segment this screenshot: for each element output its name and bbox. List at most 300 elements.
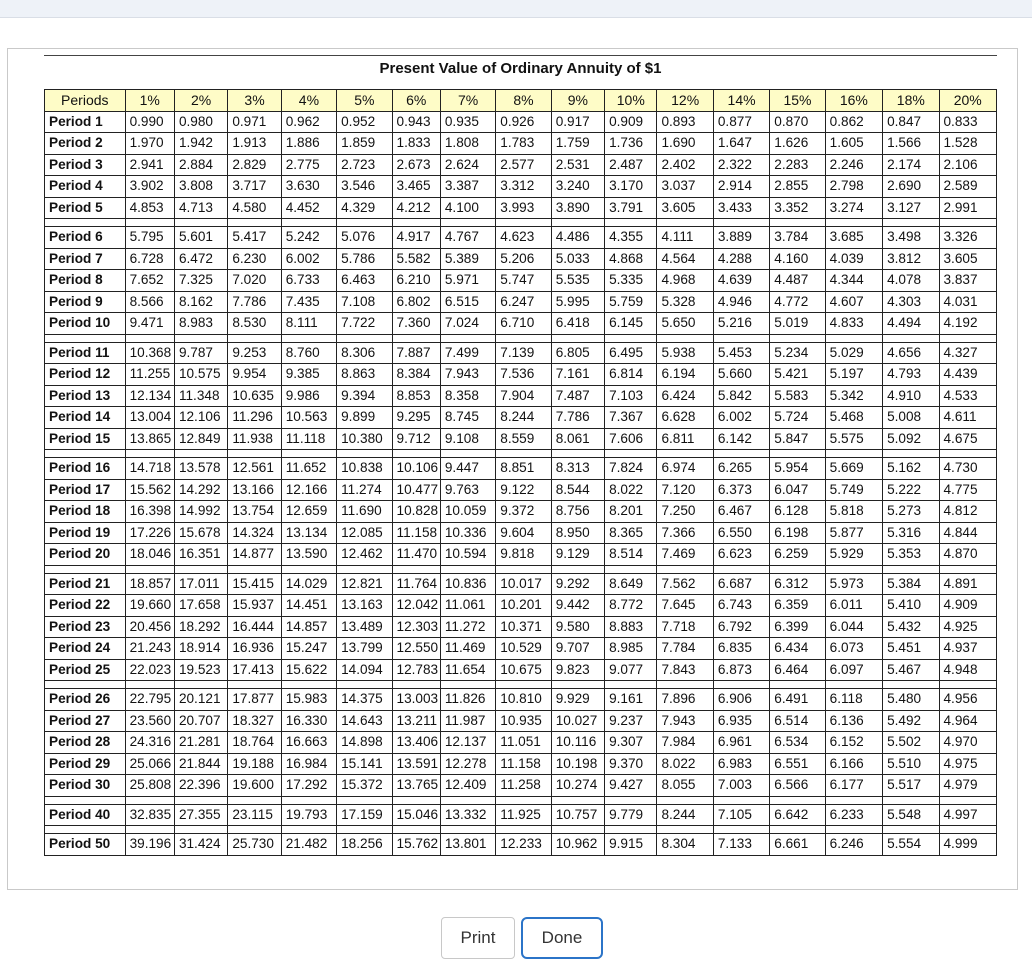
spacer-cell <box>825 450 882 458</box>
factor-cell: 10.198 <box>551 753 604 775</box>
spacer-cell <box>883 450 939 458</box>
factor-cell: 1.859 <box>337 133 392 155</box>
factor-cell: 5.847 <box>770 428 825 450</box>
spacer-cell <box>551 681 604 689</box>
factor-cell: 11.652 <box>281 458 336 480</box>
factor-cell: 0.917 <box>551 111 604 133</box>
factor-cell: 3.352 <box>770 197 825 219</box>
spacer-cell <box>605 450 657 458</box>
factor-cell: 10.336 <box>440 522 495 544</box>
factor-cell: 16.984 <box>281 753 336 775</box>
factor-cell: 4.909 <box>939 595 997 617</box>
spacer-cell <box>825 219 882 227</box>
factor-cell: 6.002 <box>281 248 336 270</box>
period-label: Period 20 <box>45 544 126 566</box>
factor-cell: 7.718 <box>657 616 713 638</box>
factor-cell: 6.935 <box>713 710 769 732</box>
spacer-cell <box>228 681 281 689</box>
factor-cell: 0.893 <box>657 111 713 133</box>
factor-cell: 9.372 <box>496 501 551 523</box>
spacer-cell <box>605 219 657 227</box>
table-title: Present Value of Ordinary Annuity of $1 <box>379 60 662 77</box>
factor-cell: 5.342 <box>825 385 882 407</box>
factor-cell: 9.385 <box>281 364 336 386</box>
factor-cell: 11.274 <box>337 479 392 501</box>
factor-cell: 5.502 <box>883 732 939 754</box>
factor-cell: 5.583 <box>770 385 825 407</box>
factor-cell: 2.855 <box>770 176 825 198</box>
factor-cell: 20.121 <box>174 689 227 711</box>
table-row <box>45 616 997 638</box>
factor-cell: 11.764 <box>392 573 440 595</box>
factor-cell: 6.399 <box>770 616 825 638</box>
spacer-cell <box>770 826 825 834</box>
factor-cell: 6.687 <box>713 573 769 595</box>
factor-cell: 3.465 <box>392 176 440 198</box>
factor-cell: 5.468 <box>825 407 882 429</box>
factor-cell: 25.730 <box>228 834 281 856</box>
factor-cell: 4.039 <box>825 248 882 270</box>
factor-cell: 11.987 <box>440 710 495 732</box>
factor-cell: 6.792 <box>713 616 769 638</box>
spacer-cell <box>440 681 495 689</box>
factor-cell: 8.756 <box>551 501 604 523</box>
spacer-cell <box>337 681 392 689</box>
spacer-cell <box>440 565 495 573</box>
factor-cell: 3.312 <box>496 176 551 198</box>
factor-cell: 8.306 <box>337 342 392 364</box>
header-rate: 6% <box>392 90 440 112</box>
factor-cell: 2.402 <box>657 154 713 176</box>
factor-cell: 0.862 <box>825 111 882 133</box>
factor-cell: 13.578 <box>174 458 227 480</box>
spacer-cell <box>174 681 227 689</box>
factor-cell: 8.530 <box>228 313 281 335</box>
factor-cell: 4.452 <box>281 197 336 219</box>
factor-cell: 13.765 <box>392 775 440 797</box>
title-rule <box>44 55 997 56</box>
factor-cell: 6.623 <box>713 544 769 566</box>
factor-cell: 4.970 <box>939 732 997 754</box>
factor-cell: 4.439 <box>939 364 997 386</box>
factor-cell: 2.283 <box>770 154 825 176</box>
period-label: Period 14 <box>45 407 126 429</box>
spacer-cell <box>228 826 281 834</box>
factor-cell: 8.559 <box>496 428 551 450</box>
factor-cell: 8.055 <box>657 775 713 797</box>
factor-cell: 3.326 <box>939 227 997 249</box>
factor-cell: 6.710 <box>496 313 551 335</box>
factor-cell: 16.936 <box>228 638 281 660</box>
factor-cell: 18.914 <box>174 638 227 660</box>
factor-cell: 3.784 <box>770 227 825 249</box>
spacer-cell <box>337 565 392 573</box>
factor-cell: 4.767 <box>440 227 495 249</box>
factor-cell: 27.355 <box>174 804 227 826</box>
factor-cell: 6.128 <box>770 501 825 523</box>
table-row <box>45 154 997 176</box>
factor-cell: 16.663 <box>281 732 336 754</box>
factor-cell: 1.759 <box>551 133 604 155</box>
spacer-cell <box>770 681 825 689</box>
spacer-cell <box>45 334 126 342</box>
table-row <box>45 197 997 219</box>
factor-cell: 7.722 <box>337 313 392 335</box>
spacer-cell <box>883 826 939 834</box>
factor-cell: 6.983 <box>713 753 769 775</box>
spacer-cell <box>605 334 657 342</box>
factor-cell: 1.783 <box>496 133 551 155</box>
header-rate: 10% <box>605 90 657 112</box>
factor-cell: 2.531 <box>551 154 604 176</box>
factor-cell: 14.292 <box>174 479 227 501</box>
group-spacer <box>45 681 997 689</box>
factor-cell: 17.413 <box>228 659 281 681</box>
factor-cell: 22.396 <box>174 775 227 797</box>
factor-cell: 13.332 <box>440 804 495 826</box>
spacer-cell <box>337 334 392 342</box>
factor-cell: 5.510 <box>883 753 939 775</box>
factor-cell: 5.818 <box>825 501 882 523</box>
factor-cell: 5.929 <box>825 544 882 566</box>
period-label: Period 25 <box>45 659 126 681</box>
factor-cell: 1.736 <box>605 133 657 155</box>
header-rate: 4% <box>281 90 336 112</box>
factor-cell: 6.265 <box>713 458 769 480</box>
factor-cell: 21.243 <box>125 638 174 660</box>
factor-cell: 17.658 <box>174 595 227 617</box>
spacer-cell <box>281 826 336 834</box>
factor-cell: 5.601 <box>174 227 227 249</box>
spacer-cell <box>770 565 825 573</box>
spacer-cell <box>174 334 227 342</box>
spacer-cell <box>713 334 769 342</box>
factor-cell: 5.650 <box>657 313 713 335</box>
spacer-cell <box>45 681 126 689</box>
factor-cell: 6.642 <box>770 804 825 826</box>
factor-cell: 11.296 <box>228 407 281 429</box>
factor-cell: 8.061 <box>551 428 604 450</box>
table-row <box>45 176 997 198</box>
factor-cell: 8.649 <box>605 573 657 595</box>
factor-cell: 5.328 <box>657 291 713 313</box>
factor-cell: 14.992 <box>174 501 227 523</box>
factor-cell: 18.764 <box>228 732 281 754</box>
factor-cell: 25.808 <box>125 775 174 797</box>
table-row <box>45 342 997 364</box>
table-row <box>45 595 997 617</box>
factor-cell: 6.118 <box>825 689 882 711</box>
factor-cell: 10.027 <box>551 710 604 732</box>
factor-cell: 17.292 <box>281 775 336 797</box>
factor-cell: 7.020 <box>228 270 281 292</box>
spacer-cell <box>825 565 882 573</box>
spacer-cell <box>939 796 997 804</box>
factor-cell: 9.763 <box>440 479 495 501</box>
factor-cell: 5.162 <box>883 458 939 480</box>
spacer-cell <box>281 796 336 804</box>
factor-cell: 1.626 <box>770 133 825 155</box>
factor-cell: 4.580 <box>228 197 281 219</box>
period-label: Period 23 <box>45 616 126 638</box>
header-rate: 2% <box>174 90 227 112</box>
factor-cell: 12.085 <box>337 522 392 544</box>
factor-cell: 12.409 <box>440 775 495 797</box>
factor-cell: 3.837 <box>939 270 997 292</box>
period-label: Period 9 <box>45 291 126 313</box>
factor-cell: 11.061 <box>440 595 495 617</box>
spacer-cell <box>496 796 551 804</box>
factor-cell: 0.980 <box>174 111 227 133</box>
spacer-cell <box>713 219 769 227</box>
factor-cell: 6.551 <box>770 753 825 775</box>
factor-cell: 17.226 <box>125 522 174 544</box>
factor-cell: 6.152 <box>825 732 882 754</box>
spacer-cell <box>281 681 336 689</box>
factor-cell: 14.451 <box>281 595 336 617</box>
factor-cell: 4.212 <box>392 197 440 219</box>
factor-cell: 4.937 <box>939 638 997 660</box>
factor-cell: 15.046 <box>392 804 440 826</box>
spacer-cell <box>174 219 227 227</box>
group-spacer <box>45 334 997 342</box>
print-button[interactable]: Print <box>441 917 515 959</box>
factor-cell: 2.723 <box>337 154 392 176</box>
factor-cell: 2.690 <box>883 176 939 198</box>
spacer-cell <box>45 565 126 573</box>
factor-cell: 5.877 <box>825 522 882 544</box>
factor-cell: 12.783 <box>392 659 440 681</box>
factor-cell: 12.462 <box>337 544 392 566</box>
factor-cell: 4.844 <box>939 522 997 544</box>
spacer-cell <box>713 565 769 573</box>
table-row <box>45 522 997 544</box>
factor-cell: 7.108 <box>337 291 392 313</box>
factor-cell: 5.795 <box>125 227 174 249</box>
factor-cell: 6.312 <box>770 573 825 595</box>
spacer-cell <box>174 826 227 834</box>
factor-cell: 5.660 <box>713 364 769 386</box>
factor-cell: 11.470 <box>392 544 440 566</box>
factor-cell: 19.660 <box>125 595 174 617</box>
factor-cell: 11.272 <box>440 616 495 638</box>
factor-cell: 7.784 <box>657 638 713 660</box>
spacer-cell <box>45 826 126 834</box>
factor-cell: 5.353 <box>883 544 939 566</box>
period-label: Period 29 <box>45 753 126 775</box>
factor-cell: 39.196 <box>125 834 174 856</box>
factor-cell: 11.158 <box>496 753 551 775</box>
factor-cell: 13.591 <box>392 753 440 775</box>
factor-cell: 6.514 <box>770 710 825 732</box>
factor-cell: 12.106 <box>174 407 227 429</box>
spacer-cell <box>496 681 551 689</box>
done-button[interactable]: Done <box>521 917 603 959</box>
spacer-cell <box>228 565 281 573</box>
factor-cell: 3.890 <box>551 197 604 219</box>
spacer-cell <box>605 796 657 804</box>
factor-cell: 3.240 <box>551 176 604 198</box>
factor-cell: 6.811 <box>657 428 713 450</box>
factor-cell: 15.678 <box>174 522 227 544</box>
factor-cell: 6.467 <box>713 501 769 523</box>
period-label: Period 10 <box>45 313 126 335</box>
factor-cell: 10.828 <box>392 501 440 523</box>
factor-cell: 4.730 <box>939 458 997 480</box>
factor-cell: 10.838 <box>337 458 392 480</box>
factor-cell: 14.029 <box>281 573 336 595</box>
factor-cell: 4.891 <box>939 573 997 595</box>
factor-cell: 6.418 <box>551 313 604 335</box>
spacer-cell <box>440 219 495 227</box>
factor-cell: 5.432 <box>883 616 939 638</box>
factor-cell: 21.281 <box>174 732 227 754</box>
factor-cell: 8.244 <box>657 804 713 826</box>
factor-cell: 4.031 <box>939 291 997 313</box>
factor-cell: 6.259 <box>770 544 825 566</box>
factor-cell: 5.535 <box>551 270 604 292</box>
factor-cell: 3.902 <box>125 176 174 198</box>
factor-cell: 19.188 <box>228 753 281 775</box>
factor-cell: 10.962 <box>551 834 604 856</box>
factor-cell: 8.863 <box>337 364 392 386</box>
factor-cell: 5.410 <box>883 595 939 617</box>
spacer-cell <box>440 450 495 458</box>
factor-cell: 6.661 <box>770 834 825 856</box>
factor-cell: 0.877 <box>713 111 769 133</box>
factor-cell: 4.812 <box>939 501 997 523</box>
factor-cell: 3.791 <box>605 197 657 219</box>
factor-cell: 5.480 <box>883 689 939 711</box>
factor-cell: 19.600 <box>228 775 281 797</box>
header-rate: 9% <box>551 90 604 112</box>
factor-cell: 6.628 <box>657 407 713 429</box>
factor-cell: 7.469 <box>657 544 713 566</box>
factor-cell: 4.607 <box>825 291 882 313</box>
factor-cell: 1.647 <box>713 133 769 155</box>
factor-cell: 8.851 <box>496 458 551 480</box>
factor-cell: 8.950 <box>551 522 604 544</box>
factor-cell: 11.158 <box>392 522 440 544</box>
factor-cell: 9.580 <box>551 616 604 638</box>
factor-cell: 14.898 <box>337 732 392 754</box>
factor-cell: 16.351 <box>174 544 227 566</box>
spacer-cell <box>939 219 997 227</box>
factor-cell: 6.835 <box>713 638 769 660</box>
factor-cell: 18.327 <box>228 710 281 732</box>
header-rate: 14% <box>713 90 769 112</box>
factor-cell: 9.707 <box>551 638 604 660</box>
period-label: Period 16 <box>45 458 126 480</box>
factor-cell: 2.775 <box>281 154 336 176</box>
factor-cell: 9.823 <box>551 659 604 681</box>
factor-cell: 5.316 <box>883 522 939 544</box>
period-label: Period 1 <box>45 111 126 133</box>
table-row <box>45 291 997 313</box>
factor-cell: 5.749 <box>825 479 882 501</box>
spacer-cell <box>883 219 939 227</box>
factor-cell: 6.961 <box>713 732 769 754</box>
factor-cell: 6.073 <box>825 638 882 660</box>
factor-cell: 7.843 <box>657 659 713 681</box>
factor-cell: 21.844 <box>174 753 227 775</box>
factor-cell: 23.115 <box>228 804 281 826</box>
factor-cell: 19.793 <box>281 804 336 826</box>
factor-cell: 6.210 <box>392 270 440 292</box>
factor-cell: 5.206 <box>496 248 551 270</box>
factor-cell: 15.247 <box>281 638 336 660</box>
period-label: Period 17 <box>45 479 126 501</box>
top-band <box>0 0 1032 18</box>
factor-cell: 8.022 <box>657 753 713 775</box>
factor-cell: 6.047 <box>770 479 825 501</box>
table-row <box>45 544 997 566</box>
spacer-cell <box>440 796 495 804</box>
group-spacer <box>45 450 997 458</box>
factor-cell: 1.808 <box>440 133 495 155</box>
factor-cell: 5.954 <box>770 458 825 480</box>
header-rate: 8% <box>496 90 551 112</box>
table-row <box>45 385 997 407</box>
factor-cell: 2.991 <box>939 197 997 219</box>
factor-cell: 5.669 <box>825 458 882 480</box>
factor-cell: 5.008 <box>883 407 939 429</box>
factor-cell: 10.836 <box>440 573 495 595</box>
factor-cell: 2.487 <box>605 154 657 176</box>
factor-cell: 0.971 <box>228 111 281 133</box>
spacer-cell <box>174 450 227 458</box>
header-rate: 16% <box>825 90 882 112</box>
factor-cell: 12.278 <box>440 753 495 775</box>
factor-cell: 4.639 <box>713 270 769 292</box>
spacer-cell <box>337 796 392 804</box>
factor-cell: 13.134 <box>281 522 336 544</box>
factor-cell: 2.941 <box>125 154 174 176</box>
factor-cell: 14.094 <box>337 659 392 681</box>
factor-cell: 11.826 <box>440 689 495 711</box>
factor-cell: 4.975 <box>939 753 997 775</box>
factor-cell: 0.990 <box>125 111 174 133</box>
table-row <box>45 710 997 732</box>
factor-cell: 3.037 <box>657 176 713 198</box>
factor-cell: 6.464 <box>770 659 825 681</box>
factor-cell: 7.562 <box>657 573 713 595</box>
factor-cell: 22.795 <box>125 689 174 711</box>
factor-cell: 4.329 <box>337 197 392 219</box>
factor-cell: 5.076 <box>337 227 392 249</box>
factor-cell: 10.810 <box>496 689 551 711</box>
factor-cell: 10.477 <box>392 479 440 501</box>
factor-cell: 4.713 <box>174 197 227 219</box>
factor-cell: 2.914 <box>713 176 769 198</box>
factor-cell: 2.829 <box>228 154 281 176</box>
factor-cell: 8.304 <box>657 834 713 856</box>
factor-cell: 1.833 <box>392 133 440 155</box>
factor-cell: 4.853 <box>125 197 174 219</box>
factor-cell: 9.292 <box>551 573 604 595</box>
spacer-cell <box>496 826 551 834</box>
annuity-table <box>44 89 997 856</box>
factor-cell: 22.023 <box>125 659 174 681</box>
factor-cell: 8.985 <box>605 638 657 660</box>
factor-cell: 4.775 <box>939 479 997 501</box>
table-row <box>45 364 997 386</box>
factor-cell: 7.325 <box>174 270 227 292</box>
table-row <box>45 479 997 501</box>
factor-cell: 16.444 <box>228 616 281 638</box>
factor-cell: 6.534 <box>770 732 825 754</box>
factor-cell: 1.886 <box>281 133 336 155</box>
